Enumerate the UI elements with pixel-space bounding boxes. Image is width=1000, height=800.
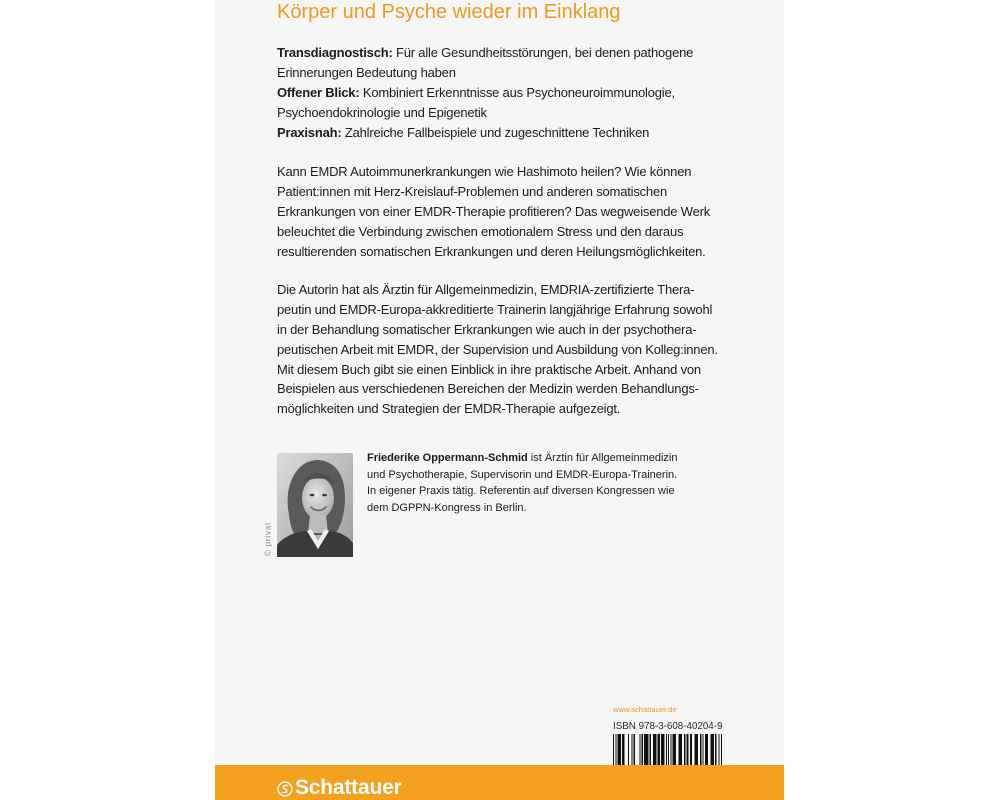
paragraph-line: Beispielen aus verschiedenen Bereichen der Medizin werden Behandlungs- <box>277 381 699 397</box>
author-bio-text: ist Ärztin für Allgemeinmedizin <box>530 452 678 464</box>
barcode-bar <box>650 734 651 765</box>
publisher-logo-text: Schattauer <box>295 776 402 799</box>
feature-item <box>277 43 693 63</box>
feature-text: Zahlreiche Fallbeispiele und zugeschnittene Techniken <box>344 124 650 140</box>
barcode-bar <box>670 734 671 765</box>
schattauer-emblem-icon <box>277 781 293 797</box>
paragraph-line: in der Behandlung somatischer Erkrankungen wie auch in der psychothera- <box>277 321 697 337</box>
paragraph-line: resultierenden somatischen Erkrankungen und deren Heilungsmöglichkeiten. <box>277 243 706 259</box>
barcode-bar <box>719 734 720 765</box>
barcode-bar <box>615 734 616 765</box>
author-name: Friederike Oppermann-Schmid <box>367 452 528 464</box>
feature-item <box>277 123 693 143</box>
barcode-bar <box>666 734 667 765</box>
photo-credit: © privat <box>263 521 273 557</box>
barcode-bar <box>684 734 685 765</box>
feature-text-continued: Psychoendokrinologie und Epigenetik <box>277 104 487 120</box>
barcode-bar <box>694 734 697 765</box>
barcode-bar <box>668 734 669 765</box>
author-bio-line: und Psychotherapie, Supervisorin und EMDR-Europa-Trainerin. <box>367 468 678 481</box>
barcode-bar <box>628 734 629 765</box>
feature-text: Für alle Gesundheitsstörungen, bei denen pathogene <box>395 45 694 60</box>
barcode-bar <box>613 734 614 765</box>
paragraph-line: beleuchtet die Verbindung zwischen emotionalem Stress und den daraus <box>277 223 684 239</box>
paragraph-line: peutischen Arbeit mit EMDR, der Supervision und Ausbildung von Kolleg:innen. <box>277 341 718 357</box>
paragraph-line: möglichkeiten und Strategien der EMDR-Therapie aufgezeigt. <box>277 401 621 417</box>
author-photo <box>277 453 353 557</box>
feature-text-continued: Erinnerungen Bedeutung haben <box>277 64 456 80</box>
barcode-bar <box>673 734 676 765</box>
barcode-bar <box>661 734 664 765</box>
feature-item <box>277 83 693 103</box>
isbn-number: ISBN 978-3-608-40204-9 <box>613 721 723 732</box>
paragraph-line: Erkrankungen von einer EMDR-Therapie profitieren? Das wegweisende Werk <box>277 203 711 219</box>
description-paragraph <box>277 162 710 261</box>
feature-term: Offener Blick: <box>277 84 360 100</box>
barcode-bar <box>705 734 708 765</box>
barcode-bar <box>686 734 688 765</box>
barcode-bar <box>622 734 624 765</box>
author-bio-line: dem DGPPN-Kongress in Berlin. <box>367 501 527 514</box>
author-portrait-image <box>277 453 353 557</box>
barcode-bar <box>721 734 722 765</box>
author-bio-line <box>367 450 678 467</box>
author-bio-line: In eigener Praxis tätig. Referentin auf diversen Kongressen wie <box>367 485 675 498</box>
paragraph-line: Die Autorin hat als Ärztin für Allgemeinmedizin, EMDRIA-zertifizierte Thera- <box>277 282 695 297</box>
author-paragraph <box>277 280 718 419</box>
barcode-bar <box>631 734 632 765</box>
feature-term: Transdiagnostisch: <box>277 45 393 60</box>
paragraph-line: Patient:innen mit Herz-Kreislauf-Problemen und anderen somatischen <box>277 183 668 199</box>
barcode <box>613 734 722 765</box>
barcode-bar <box>653 734 656 765</box>
author-bio <box>367 450 678 516</box>
barcode-bar <box>711 734 714 765</box>
barcode-bar <box>690 734 692 765</box>
paragraph-line: Kann EMDR Autoimmunerkrankungen wie Hashimoto heilen? Wie können <box>277 164 692 179</box>
barcode-bar <box>702 734 703 765</box>
barcode-bar <box>639 734 640 765</box>
paragraph-line: peutin und EMDR-Europa-akkreditierte Trainerin langjährige Erfahrung sowohl <box>277 301 713 317</box>
barcode-bar <box>700 734 701 765</box>
feature-text: Kombiniert Erkenntnisse aus Psychoneuroimmunologie, <box>362 84 675 100</box>
barcode-bar <box>618 734 621 765</box>
feature-list <box>277 43 693 142</box>
feature-term: Praxisnah: <box>277 124 342 140</box>
paragraph-line: Mit diesem Buch gibt sie einen Einblick in ihre praktische Arbeit. Anhand von <box>277 361 701 377</box>
cover-title: Körper und Psyche wieder im Einklang <box>277 1 621 23</box>
publisher-url: www.schattauer.de <box>613 705 677 714</box>
barcode-bar <box>715 734 716 765</box>
barcode-bar <box>644 734 649 765</box>
barcode-bar <box>642 734 643 765</box>
barcode-bar <box>658 734 660 765</box>
barcode-bar <box>634 734 635 765</box>
barcode-bar <box>678 734 681 765</box>
